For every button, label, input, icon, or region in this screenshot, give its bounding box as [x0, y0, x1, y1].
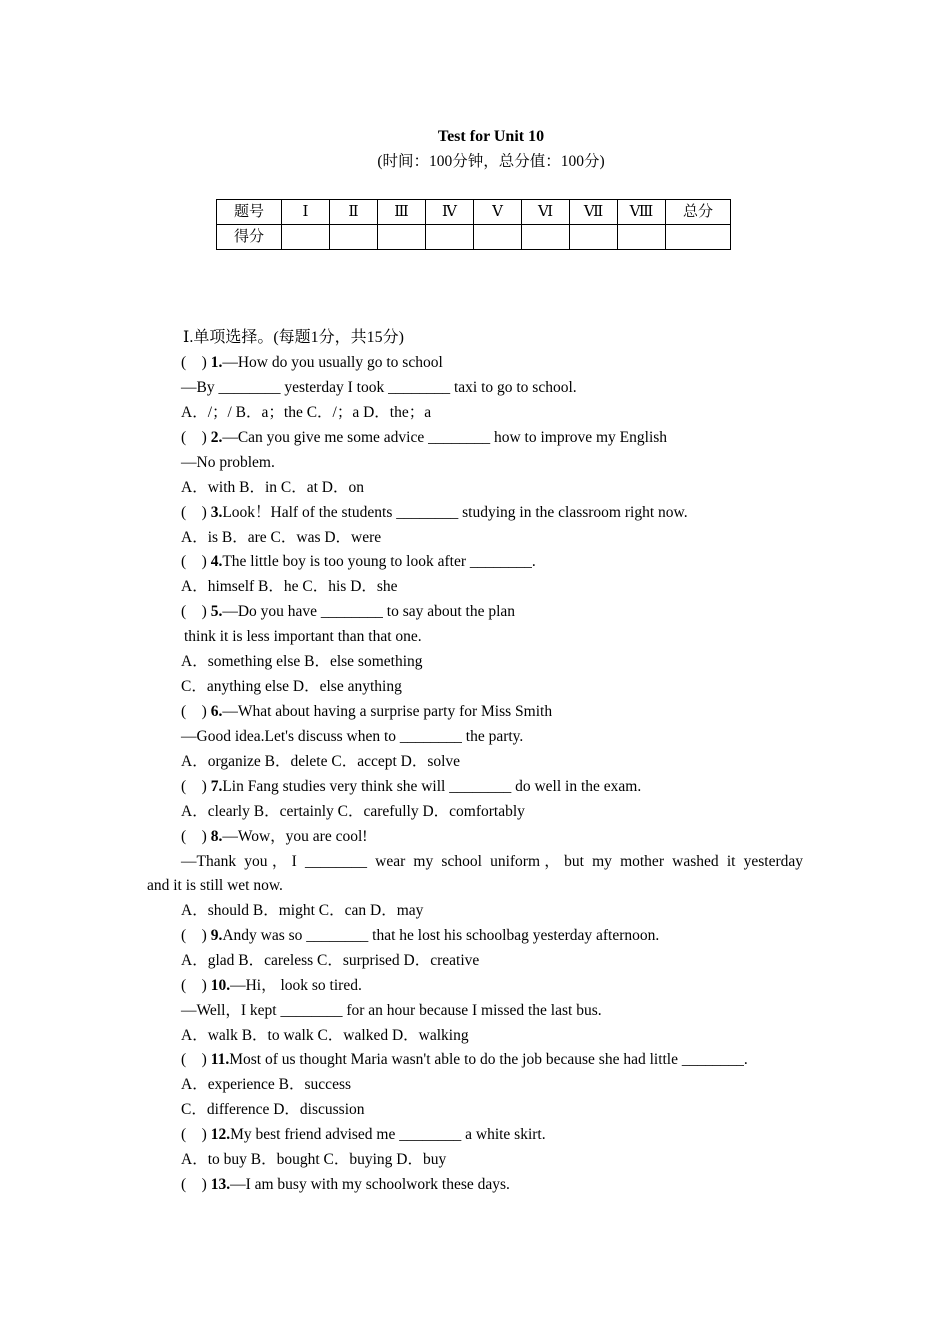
score-table-header-row	[217, 200, 731, 225]
question-text: Look！Half of the students ________ studying in the classroom right now.	[222, 504, 688, 521]
question-options: C．difference D．discussion	[181, 1101, 365, 1118]
answer-blank[interactable]: ( )	[181, 778, 211, 795]
answer-blank[interactable]: ( )	[181, 977, 211, 994]
answer-blank[interactable]: ( )	[181, 429, 211, 446]
answer-blank[interactable]: ( )	[181, 927, 211, 944]
question-options: C．anything else D．else anything	[181, 678, 402, 695]
answer-blank[interactable]: ( )	[181, 354, 211, 371]
question-text: Lin Fang studies very think she will ________ do well in the exam.	[222, 778, 642, 795]
table-cell: Ⅵ	[522, 200, 570, 225]
answer-blank[interactable]: ( )	[181, 1126, 211, 1143]
score-input-cell[interactable]	[282, 225, 330, 250]
table-cell: Ⅳ	[426, 200, 474, 225]
answer-blank[interactable]: ( )	[181, 1176, 211, 1193]
question-4	[181, 551, 536, 573]
question-options: A．to buy B．bought C．buying D．buy	[181, 1151, 447, 1168]
question-text: —Hi， look so tired.	[230, 977, 362, 994]
table-cell: Ⅱ	[330, 200, 378, 225]
question-text: Most of us thought Maria wasn't able to do the job because she had little ________.	[229, 1051, 748, 1068]
question-line: —By ________ yesterday I took ________ taxi to go to school.	[181, 379, 577, 396]
score-input-cell[interactable]	[570, 225, 618, 250]
table-cell: 总分	[666, 200, 731, 225]
question-text: —How do you usually go to school	[222, 354, 443, 371]
question-13	[181, 1174, 510, 1196]
score-input-cell[interactable]	[330, 225, 378, 250]
question-3	[181, 502, 688, 524]
question-7	[181, 776, 641, 798]
question-number: 7.	[210, 778, 223, 795]
score-table	[216, 199, 731, 250]
page-title: Test for Unit 10	[437, 128, 545, 145]
question-number: 6.	[210, 703, 223, 720]
answer-blank[interactable]: ( )	[181, 553, 211, 570]
question-11	[181, 1049, 748, 1071]
table-cell: Ⅲ	[378, 200, 426, 225]
question-12	[181, 1124, 546, 1146]
score-table-score-row	[217, 225, 731, 250]
table-cell: 题号	[217, 200, 282, 225]
score-input-cell[interactable]	[522, 225, 570, 250]
question-number: 5.	[210, 603, 223, 620]
question-line: —Well，I kept ________ for an hour because I missed the last bus.	[181, 1002, 602, 1019]
question-options: A．walk B．to walk C．walked D．walking	[181, 1027, 469, 1044]
question-10	[181, 975, 362, 997]
question-number: 13.	[210, 1176, 231, 1193]
page-subtitle: (时间：100分钟，总分值：100分)	[377, 153, 605, 170]
answer-blank[interactable]: ( )	[181, 703, 211, 720]
question-options: A．glad B．careless C．surprised D．creative	[181, 952, 480, 969]
answer-blank[interactable]: ( )	[181, 828, 211, 845]
question-text: —Can you give me some advice ________ how to improve my English	[222, 429, 668, 446]
question-line: —Good idea.Let's discuss when to ________ the party.	[181, 728, 524, 745]
question-5	[181, 601, 515, 623]
table-cell: Ⅶ	[570, 200, 618, 225]
question-text: —Do you have ________ to say about the plan	[222, 603, 516, 620]
question-options: A．with B．in C．at D．on	[181, 479, 364, 496]
question-text: Andy was so ________ that he lost his schoolbag yesterday afternoon.	[222, 927, 660, 944]
question-number: 10.	[210, 977, 231, 994]
question-text: The little boy is too young to look after ________.	[222, 553, 536, 570]
score-input-cell[interactable]	[474, 225, 522, 250]
question-options: A．/；/ B．a；the C．/；a D．the；a	[181, 404, 432, 421]
score-input-cell[interactable]	[378, 225, 426, 250]
question-line: think it is less important than that one.	[184, 628, 422, 645]
question-number: 9.	[210, 927, 223, 944]
question-text: My best friend advised me ________ a white skirt.	[230, 1126, 546, 1143]
question-line: —No problem.	[181, 454, 275, 471]
question-9	[181, 925, 659, 947]
table-cell: 得分	[217, 225, 282, 250]
question-line: —Thank you，I ________ wear my school uniform，but my mother washed it yesterday	[181, 853, 803, 870]
answer-blank[interactable]: ( )	[181, 1051, 211, 1068]
score-input-cell[interactable]	[666, 225, 731, 250]
section-heading: Ⅰ.单项选择。(每题1分，共15分)	[183, 329, 404, 346]
question-line: and it is still wet now.	[147, 877, 283, 894]
question-1	[181, 352, 443, 374]
score-input-cell[interactable]	[618, 225, 666, 250]
question-8	[181, 826, 367, 848]
question-options: A．himself B．he C．his D．she	[181, 578, 398, 595]
question-text: —What about having a surprise party for Miss Smith	[222, 703, 553, 720]
question-text: —I am busy with my schoolwork these days.	[230, 1176, 510, 1193]
question-number: 11.	[210, 1051, 230, 1068]
question-number: 8.	[210, 828, 223, 845]
answer-blank[interactable]: ( )	[181, 504, 211, 521]
question-2	[181, 427, 667, 449]
question-number: 3.	[210, 504, 223, 521]
question-number: 12.	[210, 1126, 231, 1143]
question-options: A．should B．might C．can D．may	[181, 902, 424, 919]
table-cell: Ⅴ	[474, 200, 522, 225]
question-number: 2.	[210, 429, 223, 446]
question-options: A．clearly B．certainly C．carefully D．comfortably	[181, 803, 525, 820]
question-options: A．organize B．delete C．accept D．solve	[181, 753, 461, 770]
question-options: A．is B．are C．was D．were	[181, 529, 382, 546]
answer-blank[interactable]: ( )	[181, 603, 211, 620]
question-6	[181, 701, 552, 723]
question-text: —Wow，you are cool!	[222, 828, 368, 845]
table-cell: Ⅷ	[618, 200, 666, 225]
question-number: 4.	[210, 553, 223, 570]
question-options: A．something else B．else something	[181, 653, 423, 670]
table-cell: Ⅰ	[282, 200, 330, 225]
question-number: 1.	[210, 354, 223, 371]
score-input-cell[interactable]	[426, 225, 474, 250]
question-options: A．experience B．success	[181, 1076, 352, 1093]
